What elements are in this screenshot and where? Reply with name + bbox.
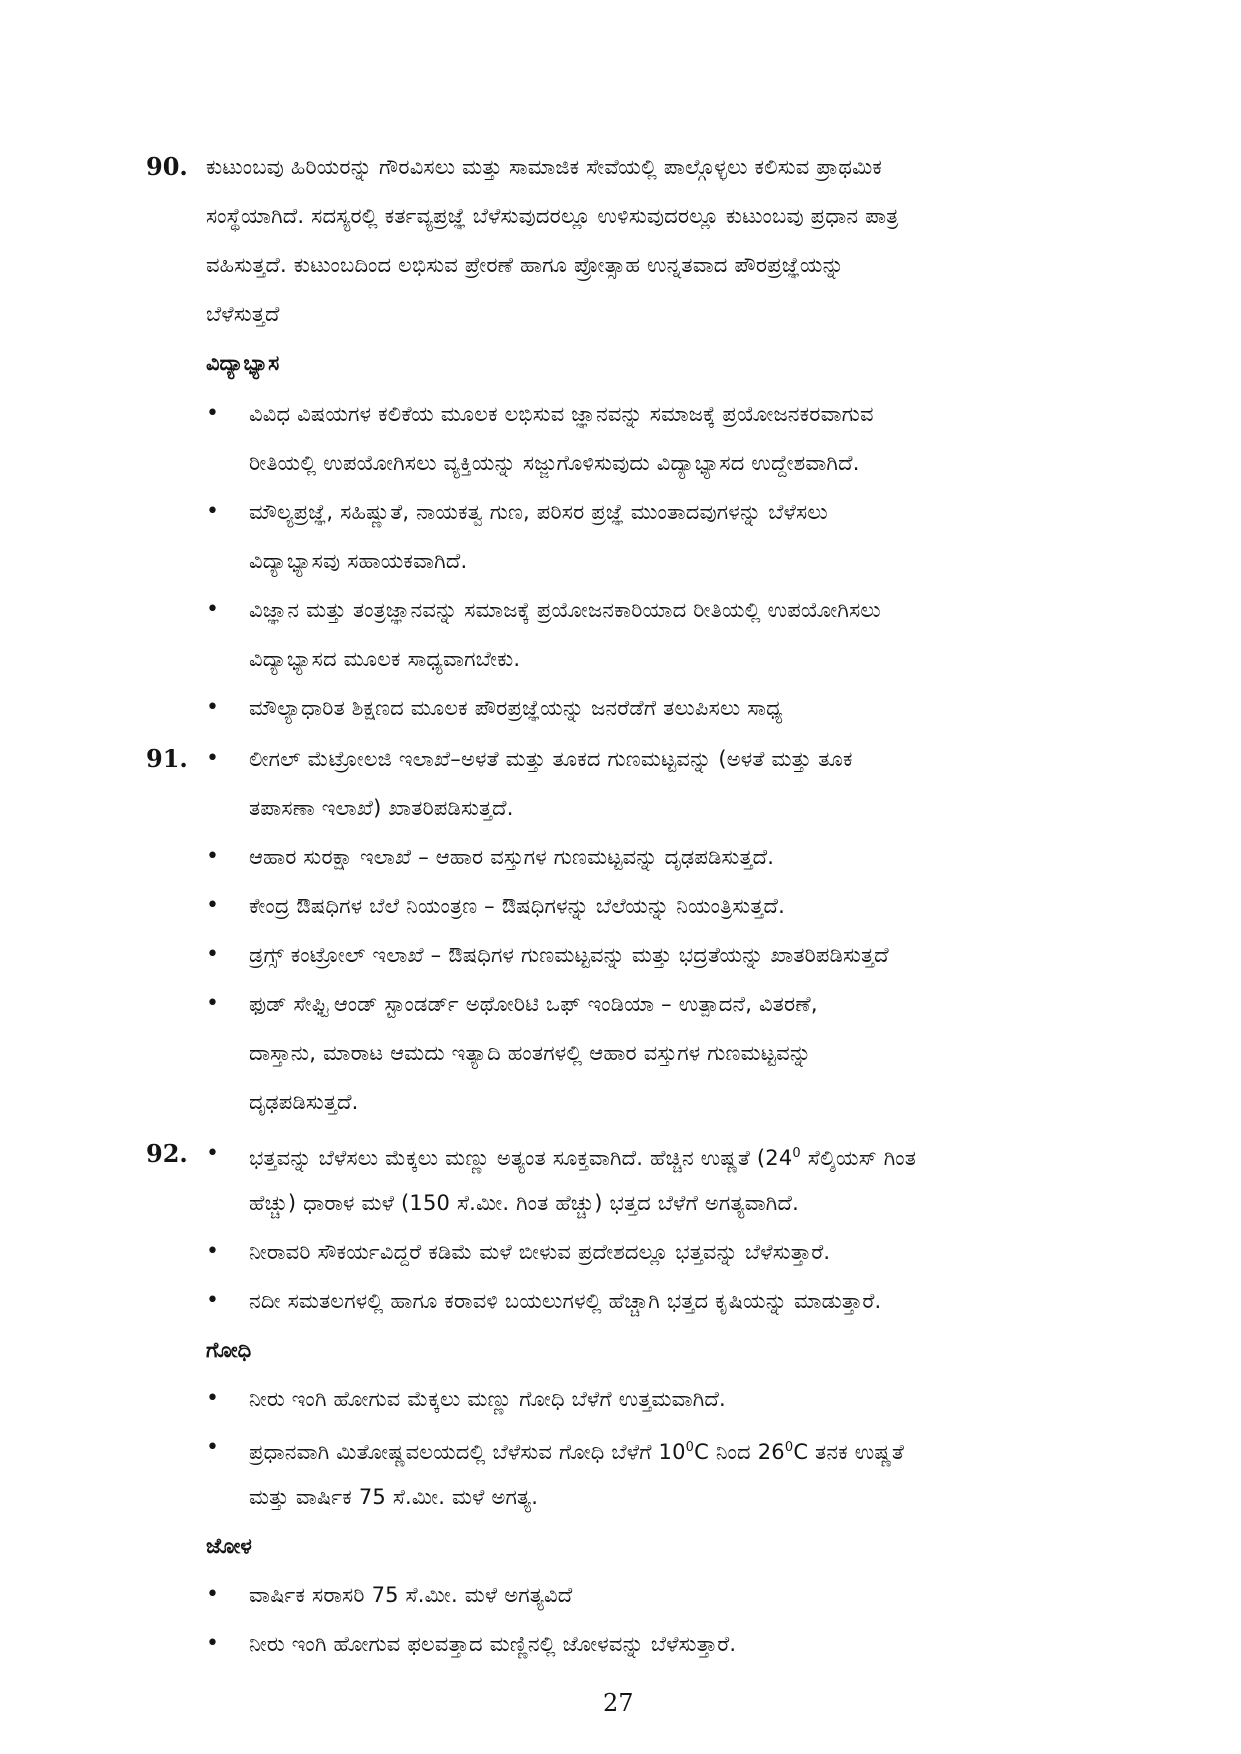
bullet-icon: • <box>206 1435 219 1460</box>
q90-line-2: ಸಂಸ್ಥೆಯಾಗಿದೆ. ಸದಸ್ಯರಲ್ಲಿ ಕರ್ತವ್ಯಪ್ರಜ್ಞೆ ಬೆಳೆಸುವುದರಲ್ಲೂ ಉಳಿಸುವುದರಲ್ಲೂ ಕುಟುಂಬವು ಪ್ರಧಾನ ಪಾತ್ರ <box>206 204 899 228</box>
education-bullet-1-line-1: ವಿವಿಧ ವಿಷಯಗಳ ಕಲಿಕೆಯ ಮೂಲಕ ಲಭಿಸುವ ಜ್ಞಾನವನ್ನು ಸಮಾಜಕ್ಕೆ ಪ್ರಯೋಜನಕರವಾಗುವ <box>249 402 874 426</box>
wheat-bullet-2-line-1 <box>249 1433 904 1467</box>
wheat-bullet-2-text-b: C ನಿಂದ 26 <box>694 1440 785 1464</box>
q90-line-1: ಕುಟುಂಬವು ಹಿರಿಯರನ್ನು ಗೌರವಿಸಲು ಮತ್ತು ಸಾಮಾಜಿಕ ಸೇವೆಯಲ್ಲಿ ಪಾಲ್ಗೊಳ್ಳಲು ಕಲಿಸುವ ಪ್ರಾಥಮಿಕ <box>206 155 883 179</box>
bullet-icon: • <box>206 1582 219 1607</box>
education-bullet-1-line-2: ರೀತಿಯಲ್ಲಿ ಉಪಯೋಗಿಸಲು ವ್ಯಕ್ತಿಯನ್ನು ಸಜ್ಜುಗೊಳಿಸುವುದು ವಿದ್ಯಾಭ್ಯಾಸದ ಉದ್ದೇಶವಾಗಿದೆ. <box>249 451 860 475</box>
rice-bullet-3: ನದೀ ಸಮತಲಗಳಲ್ಲಿ ಹಾಗೂ ಕರಾವಳಿ ಬಯಲುಗಳಲ್ಲಿ ಹೆಚ್ಚಾಗಿ ಭತ್ತದ ಕೃಷಿಯನ್ನು ಮಾಡುತ್ತಾರೆ. <box>249 1289 882 1313</box>
wheat-bullet-2-line-2: ಮತ್ತು ವಾರ್ಷಿಕ 75 ಸೆ.ಮೀ. ಮಳೆ ಅಗತ್ಯ. <box>249 1485 539 1509</box>
education-bullet-4: ಮೌಲ್ಯಾಧಾರಿತ ಶಿಕ್ಷಣದ ಮೂಲಕ ಪೌರಪ್ರಜ್ಞೆಯನ್ನು ಜನರೆಡೆಗೆ ತಲುಪಿಸಲು ಸಾಧ್ಯ <box>249 696 783 720</box>
heading-wheat: ಗೋಧಿ <box>206 1338 252 1362</box>
bullet-icon: • <box>206 991 219 1016</box>
bullet-icon: • <box>206 1386 219 1411</box>
wheat-bullet-2-text-c: C ತನಕ ಉಷ್ಣತೆ <box>793 1440 905 1464</box>
rice-bullet-2: ನೀರಾವರಿ ಸೌಕರ್ಯವಿದ್ದರೆ ಕಡಿಮೆ ಮಳೆ ಬೀಳುವ ಪ್ರದೇಶದಲ್ಲೂ ಭತ್ತವನ್ನು ಬೆಳೆಸುತ್ತಾರೆ. <box>249 1240 831 1264</box>
education-bullet-3-line-2: ವಿದ್ಯಾಭ್ಯಾಸದ ಮೂಲಕ ಸಾಧ್ಯವಾಗಬೇಕು. <box>249 647 521 671</box>
bullet-icon: • <box>206 746 219 771</box>
question-number-90: 90. <box>146 152 188 181</box>
page-number: 27 <box>603 1689 634 1717</box>
bullet-icon: • <box>206 942 219 967</box>
q91-bullet-1-line-2: ತಪಾಸಣಾ ಇಲಾಖೆ) ಖಾತರಿಪಡಿಸುತ್ತದೆ. <box>249 796 514 820</box>
bullet-icon: • <box>206 1631 219 1656</box>
heading-education: ವಿದ್ಯಾಭ್ಯಾಸ <box>206 351 280 375</box>
q90-line-4: ಬೆಳೆಸುತ್ತದೆ <box>206 302 280 326</box>
degree-superscript: 0 <box>784 1440 794 1455</box>
wheat-bullet-1: ನೀರು ಇಂಗಿ ಹೋಗುವ ಮೆಕ್ಕಲು ಮಣ್ಣು ಗೋಧಿ ಬೆಳೆಗೆ ಉತ್ತಮವಾಗಿದೆ. <box>249 1387 726 1411</box>
bullet-icon: • <box>206 597 219 622</box>
jowar-bullet-2: ನೀರು ಇಂಗಿ ಹೋಗುವ ಫಲವತ್ತಾದ ಮಣ್ಣಿನಲ್ಲಿ ಜೋಳವನ್ನು ಬೆಳೆಸುತ್ತಾರೆ. <box>249 1632 737 1656</box>
question-number-91: 91. <box>146 744 188 773</box>
bullet-icon: • <box>206 893 219 918</box>
rice-bullet-1-text-b: ಸೆಲ್ಶಿಯಸ್ ಗಿಂತ <box>800 1146 917 1170</box>
bullet-icon: • <box>206 401 219 426</box>
q91-bullet-4: ಡ್ರಗ್ಸ್ ಕಂಟ್ರೋಲ್ ಇಲಾಖೆ – ಔಷಧಿಗಳ ಗುಣಮಟ್ಟವನ್ನು ಮತ್ತು ಭದ್ರತೆಯನ್ನು ಖಾತರಿಪಡಿಸುತ್ತದೆ <box>249 943 889 967</box>
q91-bullet-1-line-1: ಲೀಗಲ್ ಮೆಟ್ರೋಲಜಿ ಇಲಾಖೆ–ಅಳತೆ ಮತ್ತು ತೂಕದ ಗುಣಮಟ್ಟವನ್ನು (ಅಳತೆ ಮತ್ತು ತೂಕ <box>249 747 853 771</box>
heading-jowar: ಜೋಳ <box>206 1534 252 1558</box>
wheat-bullet-2-text-a: ಪ್ರಧಾನವಾಗಿ ಮಿತೋಷ್ಣವಲಯದಲ್ಲಿ ಬೆಳೆಸುವ ಗೋಧಿ ಬೆಳೆಗೆ 10 <box>249 1440 686 1464</box>
degree-superscript: 0 <box>792 1146 801 1161</box>
question-number-92: 92. <box>146 1139 188 1168</box>
q91-bullet-3: ಕೇಂದ್ರ ಔಷಧಿಗಳ ಬೆಲೆ ನಿಯಂತ್ರಣ – ಔಷಧಿಗಳನ್ನು ಬೆಲೆಯನ್ನು ನಿಯಂತ್ರಿಸುತ್ತದೆ. <box>249 894 785 918</box>
bullet-icon: • <box>206 499 219 524</box>
degree-superscript: 0 <box>685 1440 695 1455</box>
bullet-icon: • <box>206 844 219 869</box>
rice-bullet-1-line-2: ಹೆಚ್ಚು) ಧಾರಾಳ ಮಳೆ (150 ಸೆ.ಮೀ. ಗಿಂತ ಹೆಚ್ಚು) ಭತ್ತದ ಬೆಳೆಗೆ ಅಗತ್ಯವಾಗಿದೆ. <box>249 1191 799 1215</box>
q90-line-3: ವಹಿಸುತ್ತದೆ. ಕುಟುಂಬದಿಂದ ಲಭಿಸುವ ಪ್ರೇರಣೆ ಹಾಗೂ ಪ್ರೋತ್ಸಾಹ ಉನ್ನತವಾದ ಪೌರಪ್ರಜ್ಞೆಯನ್ನು <box>206 253 844 277</box>
education-bullet-3-line-1: ವಿಜ್ಞಾನ ಮತ್ತು ತಂತ್ರಜ್ಞಾನವನ್ನು ಸಮಾಜಕ್ಕೆ ಪ್ರಯೋಜನಕಾರಿಯಾದ ರೀತಿಯಲ್ಲಿ ಉಪಯೋಗಿಸಲು <box>249 598 881 622</box>
education-bullet-2-line-1: ಮೌಲ್ಯಪ್ರಜ್ಞೆ, ಸಹಿಷ್ಣುತೆ, ನಾಯಕತ್ವ ಗುಣ, ಪರಿಸರ ಪ್ರಜ್ಞೆ ಮುಂತಾದವುಗಳನ್ನು ಬೆಳೆಸಲು <box>249 500 828 524</box>
rice-bullet-1-text-a: ಭತ್ತವನ್ನು ಬೆಳೆಸಲು ಮೆಕ್ಕಲು ಮಣ್ಣು ಅತ್ಯಂತ ಸೂಕ್ತವಾಗಿದೆ. ಹೆಚ್ಚಿನ ಉಷ್ಣತೆ (24 <box>249 1146 793 1170</box>
q91-bullet-2: ಆಹಾರ ಸುರಕ್ಷಾ ಇಲಾಖೆ – ಆಹಾರ ವಸ್ತುಗಳ ಗುಣಮಟ್ಟವನ್ನು ದೃಢಪಡಿಸುತ್ತದೆ. <box>249 845 775 869</box>
q91-bullet-5-line-3: ದೃಢಪಡಿಸುತ್ತದೆ. <box>249 1090 359 1114</box>
bullet-icon: • <box>206 1288 219 1313</box>
rice-bullet-1-line-1 <box>249 1139 916 1173</box>
education-bullet-2-line-2: ವಿದ್ಯಾಭ್ಯಾಸವು ಸಹಾಯಕವಾಗಿದೆ. <box>249 549 468 573</box>
jowar-bullet-1: ವಾರ್ಷಿಕ ಸರಾಸರಿ 75 ಸೆ.ಮೀ. ಮಳೆ ಅಗತ್ಯವಿದೆ <box>249 1583 573 1607</box>
q91-bullet-5-line-2: ದಾಸ್ತಾನು, ಮಾರಾಟ ಆಮದು ಇತ್ಯಾದಿ ಹಂತಗಳಲ್ಲಿ ಆಹಾರ ವಸ್ತುಗಳ ಗುಣಮಟ್ಟವನ್ನು <box>249 1041 812 1065</box>
bullet-icon: • <box>206 695 219 720</box>
q91-bullet-5-line-1: ಫುಡ್ ಸೇಫ್ಟಿ ಆಂಡ್ ಸ್ಟಾಂಡರ್ಡ್ ಅಥೋರಿಟಿ ಒಫ್ ಇಂಡಿಯಾ – ಉತ್ಪಾದನೆ, ವಿತರಣೆ, <box>249 992 818 1016</box>
bullet-icon: • <box>206 1239 219 1264</box>
bullet-icon: • <box>206 1141 219 1166</box>
